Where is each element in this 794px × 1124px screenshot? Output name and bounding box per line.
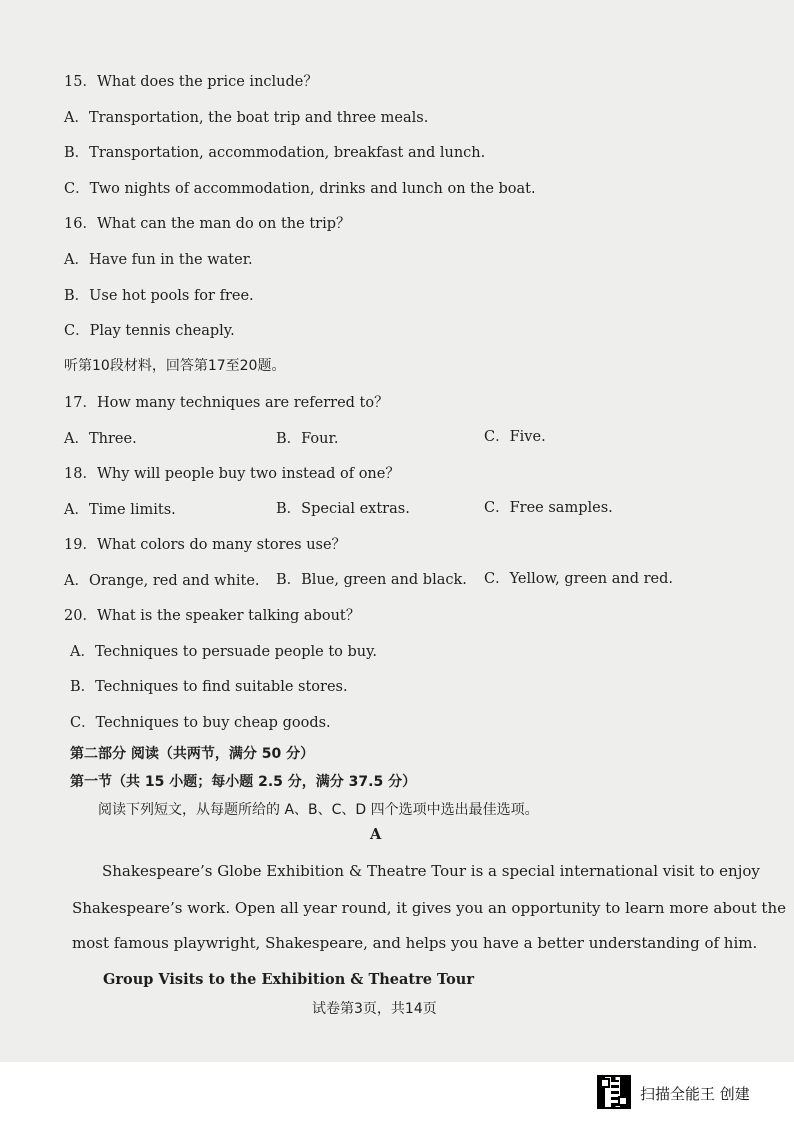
q17-option-a: A．Three. (64, 431, 137, 447)
listening-instruction: 听第10段材料，回答第17至20题。 (64, 358, 286, 374)
passage-line-3: most famous playwright, Shakespeare, and helps you have a better understanding of him. (72, 934, 758, 952)
q15-option-a: A．Transportation, the boat trip and three meals. (64, 110, 429, 126)
q15-option-c: C．Two nights of accommodation, drinks and lunch on the boat. (64, 181, 536, 197)
q18-option-a: A．Time limits. (64, 502, 176, 518)
q19-option-c: C．Yellow, green and red. (484, 571, 674, 587)
q18-option-c: C．Free samples. (484, 500, 613, 516)
q17-option-b: B．Four. (276, 431, 339, 447)
reading-instruction: 阅读下列短文，从每题所给的 A、B、C、D 四个选项中选出最佳选项。 (98, 802, 539, 818)
question-18: 18．Why will people buy two instead of one？ (64, 466, 400, 482)
q19-option-a: A．Orange, red and white. (64, 573, 260, 589)
passage-line-2: Shakespeare’s work. Open all year round, it gives you an opportunity to learn more about the (72, 899, 786, 917)
part-two-title: 第二部分 阅读（共两节，满分 50 分） (70, 746, 315, 762)
q16-option-c: C．Play tennis cheaply. (64, 323, 235, 339)
scanner-watermark: 扫描全能王 创建 (640, 1085, 750, 1103)
qr-code-icon (597, 1075, 631, 1109)
passage-letter: A (370, 826, 382, 843)
question-16: 16．What can the man do on the trip？ (64, 216, 351, 232)
section-one-title: 第一节（共 15 小题；每小题 2.5 分，满分 37.5 分） (70, 774, 417, 790)
q16-option-a: A．Have fun in the water. (64, 252, 253, 268)
passage-subheading: Group Visits to the Exhibition & Theatre Tour (103, 971, 474, 988)
question-19: 19．What colors do many stores use？ (64, 537, 347, 553)
question-15: 15．What does the price include？ (64, 74, 318, 90)
q20-option-a: A．Techniques to persuade people to buy. (70, 644, 378, 660)
q19-option-b: B．Blue, green and black. (276, 572, 467, 588)
q15-option-b: B．Transportation, accommodation, breakfast and lunch. (64, 145, 486, 161)
question-20: 20．What is the speaker talking about？ (64, 608, 361, 624)
q18-option-b: B．Special extras. (276, 501, 410, 517)
q16-option-b: B．Use hot pools for free. (64, 288, 254, 304)
q20-option-b: B．Techniques to find suitable stores. (70, 679, 348, 695)
q20-option-c: C．Techniques to buy cheap goods. (70, 715, 331, 731)
question-17: 17．How many techniques are referred to？ (64, 395, 389, 411)
page-footer: 试卷第3页，共14页 (312, 1001, 437, 1017)
q17-option-c: C．Five. (484, 429, 546, 445)
passage-line-1: Shakespeare’s Globe Exhibition & Theatre Tour is a special international visit to enjoy (102, 862, 760, 880)
